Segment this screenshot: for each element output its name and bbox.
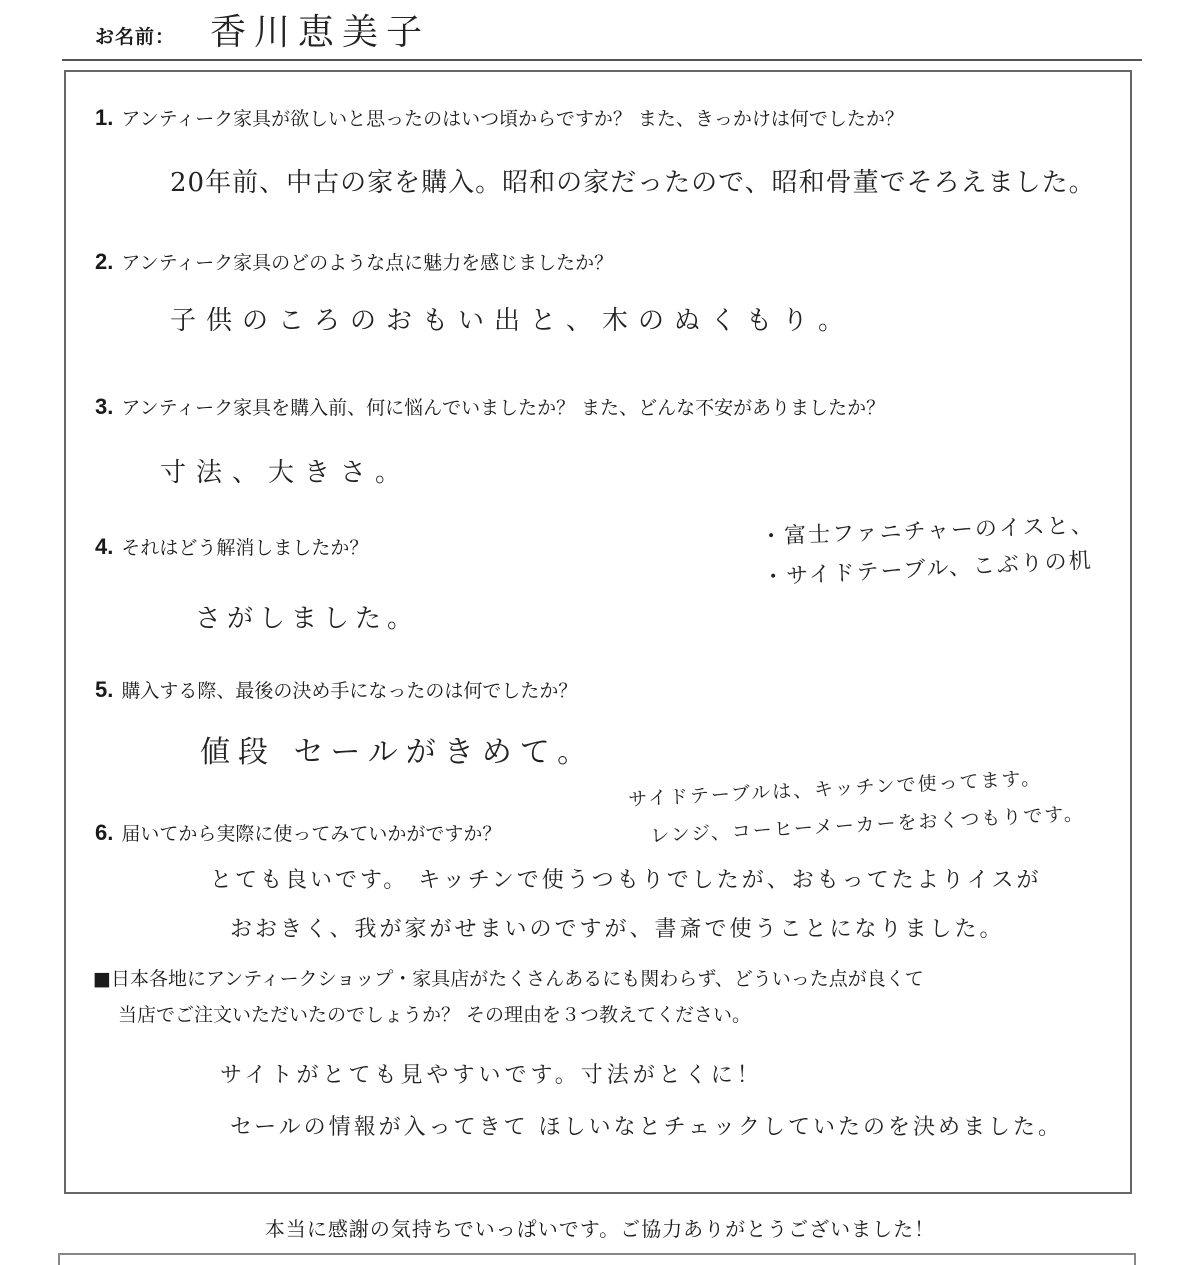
question-1-text: アンティーク家具が欲しいと思ったのはいつ頃からですか？ また、きっかけは何でしたか？ xyxy=(121,108,904,130)
reasons-question-line-2: 当店でご注文いただいたのでしょうか？ その理由を３つ教えてください。 xyxy=(118,1004,752,1026)
answer-4-handwritten: さがしました。 xyxy=(195,604,420,634)
answer-6-line-2: おおきく、我が家がせまいのですが、書斎で使うことになりました。 xyxy=(230,917,1005,942)
question-1-number: 1. xyxy=(95,105,114,130)
footer-frame-edge xyxy=(58,1253,1136,1265)
question-6-number: 6. xyxy=(95,820,114,845)
question-4-text: それはどう解消しましたか？ xyxy=(121,537,369,559)
question-1 xyxy=(95,104,904,131)
question-2-number: 2. xyxy=(95,249,114,274)
question-5-text: 購入する際、最後の決め手になったのは何でしたか？ xyxy=(121,680,578,702)
reasons-answer-line-2: セールの情報が入ってきて ほしいなとチェックしていたのを決めました。 xyxy=(230,1115,1064,1140)
question-5-number: 5. xyxy=(95,677,114,702)
answer-4-side-note-1: ・富士ファニチャーのイスと、 xyxy=(759,513,1096,550)
question-5 xyxy=(95,676,577,703)
name-value-handwritten: 香川恵美子 xyxy=(210,12,431,53)
answer-3-handwritten: 寸法、大きさ。 xyxy=(160,458,411,488)
question-3-text: アンティーク家具を購入前、何に悩んでいましたか？ また、どんな不安がありましたか？ xyxy=(121,397,886,419)
answer-6-side-note-2: レンジ、コーヒーメーカーをおくつもりです。 xyxy=(649,802,1086,848)
question-6 xyxy=(95,819,501,846)
question-2 xyxy=(95,248,613,275)
header-divider xyxy=(62,59,1142,61)
reasons-answer-line-1: サイトがとても見やすいです。寸法がとくに！ xyxy=(220,1063,763,1088)
answer-4-side-note-2: ・サイドテーブル、こぶりの机 xyxy=(761,548,1094,591)
name-label: お名前： xyxy=(95,26,176,48)
answer-2-handwritten: 子供のころのおもい出と、木のぬくもり。 xyxy=(170,306,855,336)
question-3 xyxy=(95,393,885,420)
question-3-number: 3. xyxy=(95,394,114,419)
question-4 xyxy=(95,533,368,560)
question-6-text: 届いてから実際に使ってみていかがですか？ xyxy=(121,823,502,845)
answer-6-side-note-1: サイドテーブルは、キッチンで使ってます。 xyxy=(627,767,1043,811)
answer-1-handwritten: 20年前、中古の家を購入。昭和の家だったので、昭和骨董でそろえました。 xyxy=(170,168,1096,198)
question-2-text: アンティーク家具のどのような点に魅力を感じましたか？ xyxy=(121,252,614,274)
reasons-question-line-1: ■日本各地にアンティークショップ・家具店がたくさんあるにも関わらず、どういった点が良くて xyxy=(93,968,924,990)
thanks-message: 本当に感謝の気持ちでいっぱいです。ご協力ありがとうございました！ xyxy=(264,1217,936,1241)
question-4-number: 4. xyxy=(95,534,114,559)
answer-6-line-1: とても良いです。 キッチンで使うつもりでしたが、おもってたよりイスが xyxy=(210,868,1042,893)
answer-5-handwritten: 値段 セールがきめて。 xyxy=(200,735,596,770)
